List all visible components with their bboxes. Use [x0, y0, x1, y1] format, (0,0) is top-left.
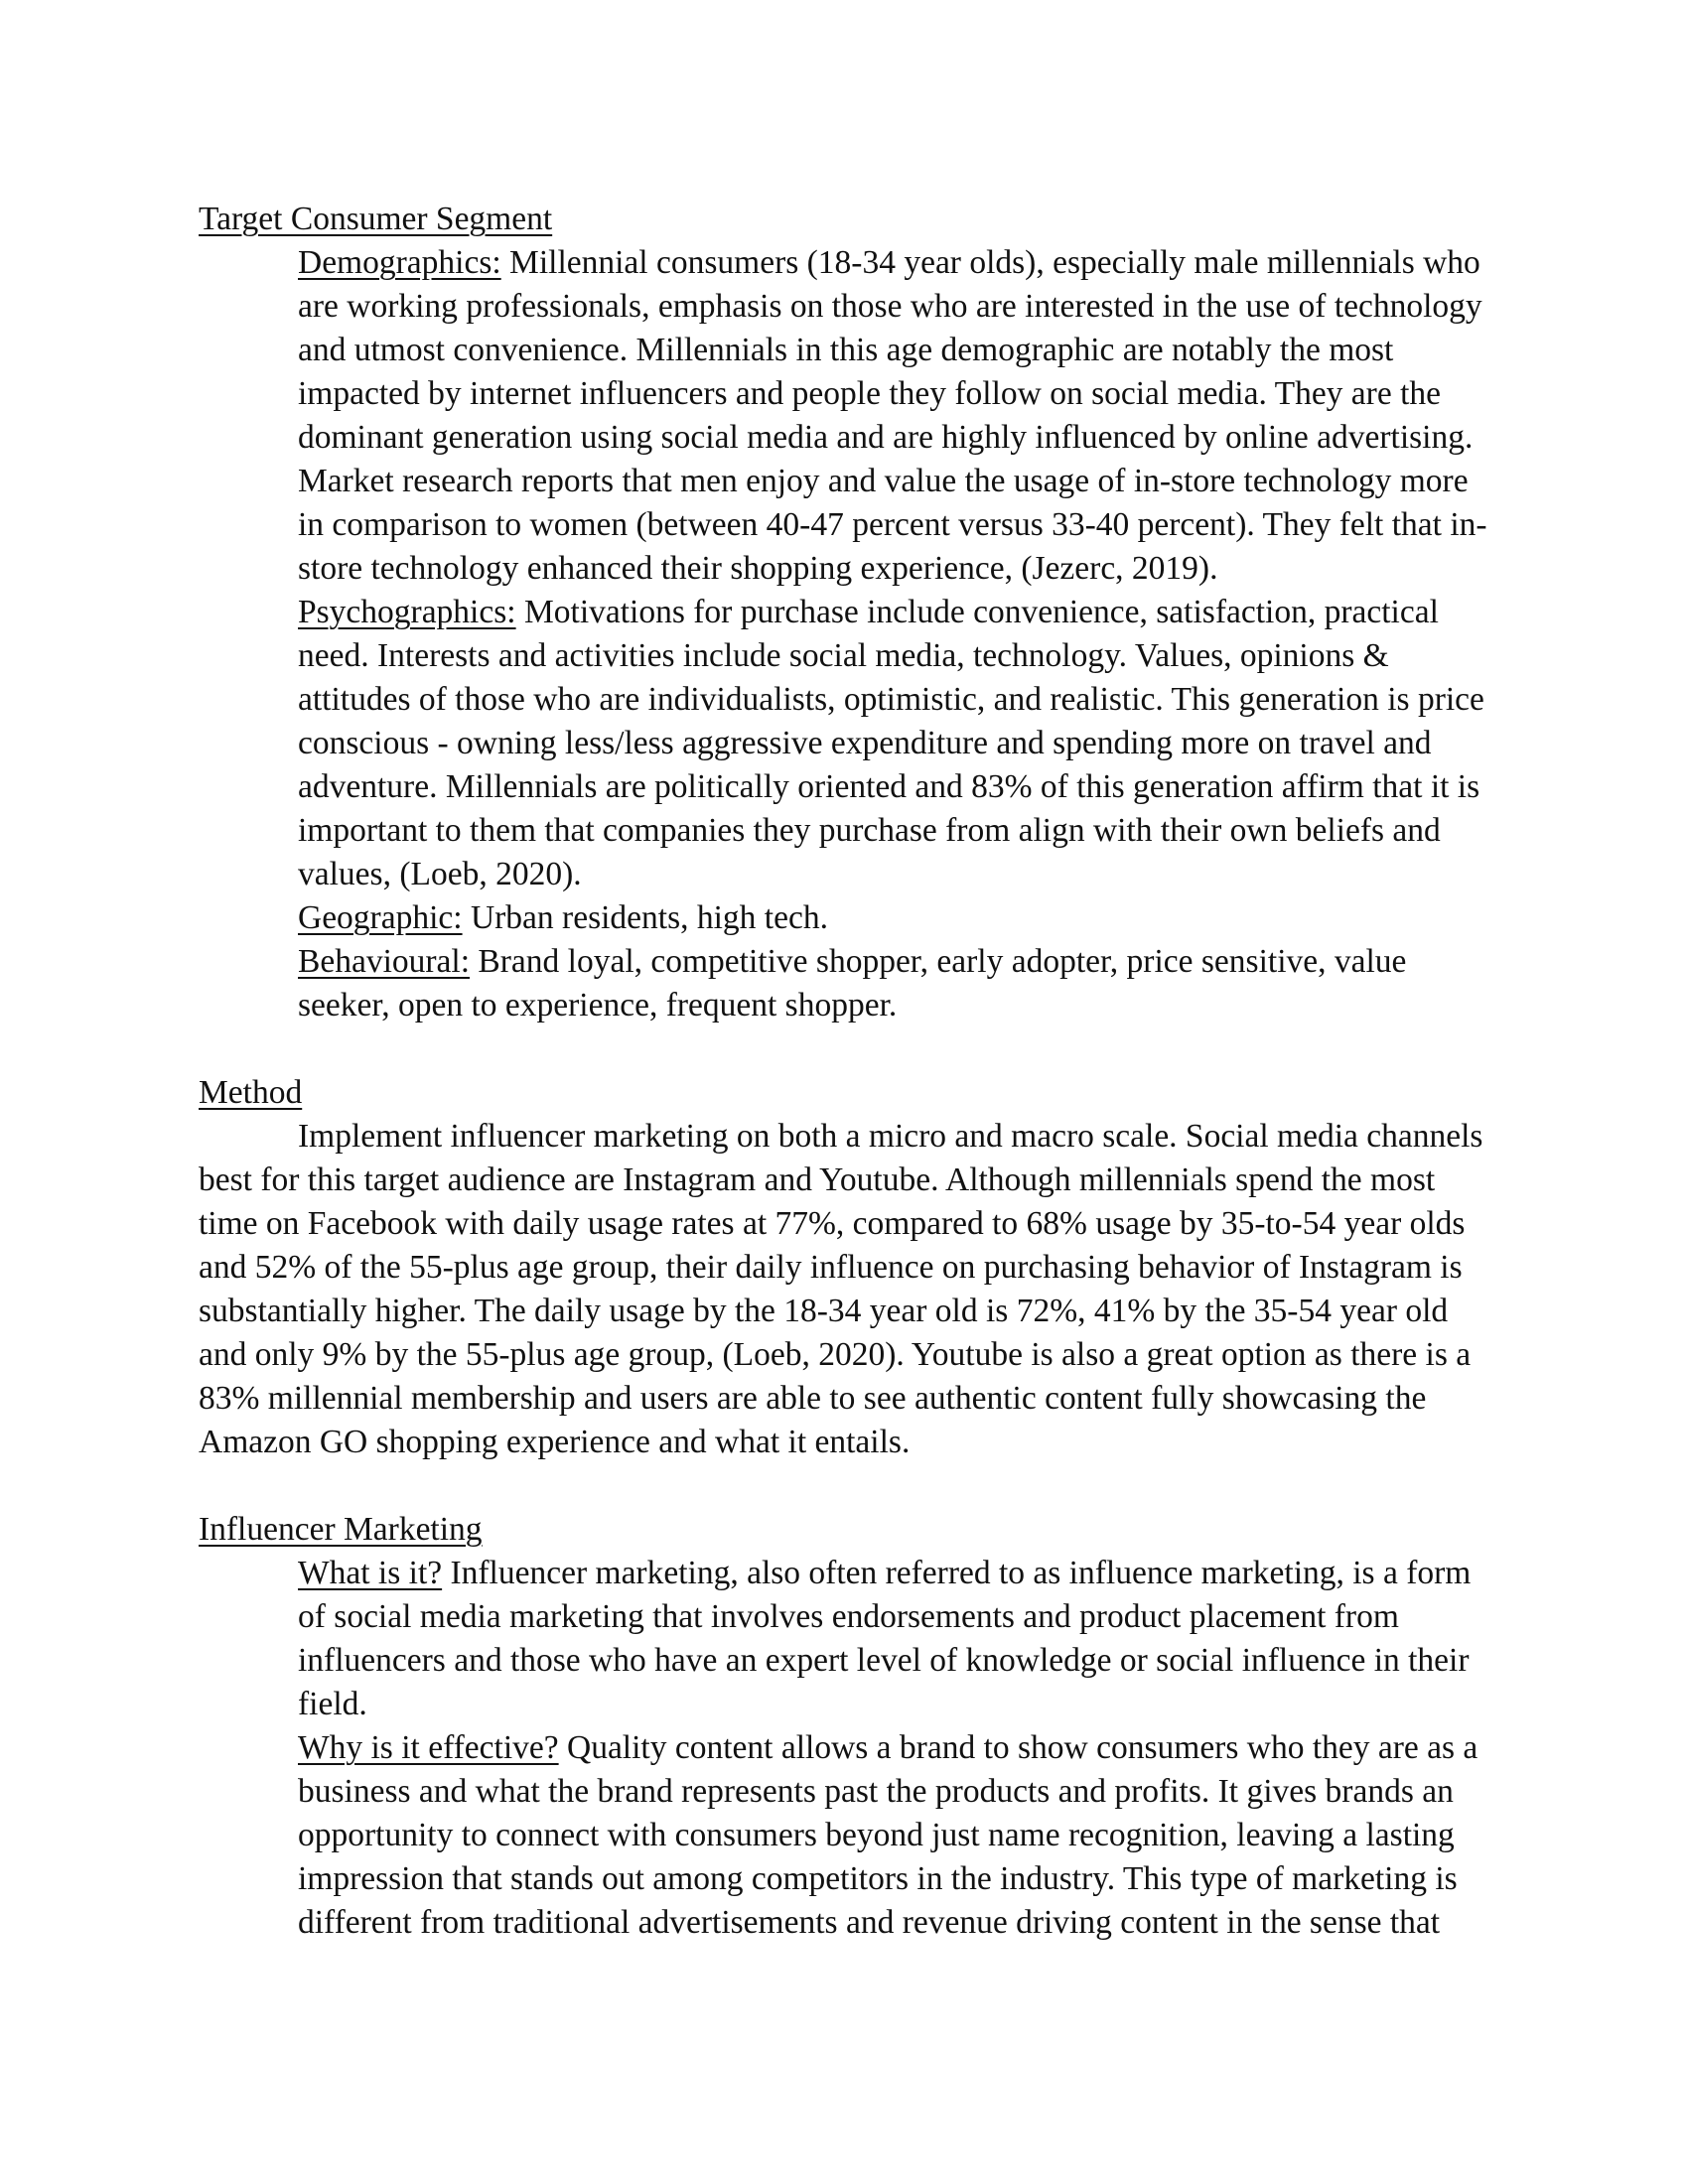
geographic-paragraph	[298, 896, 1489, 940]
section-spacer	[199, 1027, 1489, 1071]
what-is-it-text: Influencer marketing, also often referred to as influence marketing, is a form of social media marketing that involves endorsements and product placement from influencers and those who have an expert level of knowledge or social influence in their field.	[298, 1555, 1472, 1722]
psychographics-label: Psychographics:	[298, 594, 516, 630]
influencer-marketing-heading: Influencer Marketing	[199, 1511, 483, 1548]
psychographics-paragraph	[298, 591, 1489, 896]
method-heading: Method	[199, 1074, 303, 1111]
what-is-it-label: What is it?	[298, 1555, 443, 1591]
target-consumer-segment-block	[298, 241, 1489, 1027]
target-consumer-segment-heading: Target Consumer Segment	[199, 201, 553, 237]
what-is-it-paragraph	[298, 1552, 1489, 1726]
why-effective-label: Why is it effective?	[298, 1729, 559, 1766]
psychographics-text: Motivations for purchase include convenience, satisfaction, practical need. Interests and activities include social media, technology. Values, opinions & attitudes of those who are individualists, optimistic, and realistic. This generation is price conscious - owning less/less aggressive expenditure and spending more on travel and adventure. Millennials are politically oriented and 83% of this generation affirm that it is important to them that companies they purchase from align with their own beliefs and values, (Loeb, 2020).	[298, 594, 1484, 892]
demographics-paragraph	[298, 241, 1489, 591]
demographics-text: Millennial consumers (18-34 year olds), especially male millennials who are working professionals, emphasis on those who are interested in the use of technology and utmost convenience. Millennials in this age demographic are notably the most impacted by internet influencers and people they follow on social media. They are the dominant generation using social media and are highly influenced by online advertising. Market research reports that men enjoy and value the usage of in-store technology more in comparison to women (between 40-47 percent versus 33-40 percent). They felt that in-store technology enhanced their shopping experience, (Jezerc, 2019).	[298, 244, 1487, 587]
behavioural-text: Brand loyal, competitive shopper, early adopter, price sensitive, value seeker, open to experience, frequent shopper.	[298, 943, 1407, 1024]
why-effective-text: Quality content allows a brand to show consumers who they are as a business and what the brand represents past the products and profits. It gives brands an opportunity to connect with consumers beyond just name recognition, leaving a lasting impression that stands out among competitors in the industry. This type of marketing is different from traditional advertisements and revenue driving content in the sense that	[298, 1729, 1478, 1941]
document-body	[199, 198, 1489, 1945]
geographic-label: Geographic:	[298, 899, 463, 936]
section-spacer	[199, 1464, 1489, 1508]
method-paragraph: Implement influencer marketing on both a micro and macro scale. Social media channels best for this target audience are Instagram and Youtube. Although millennials spend the most time on Facebook with daily usage rates at 77%, compared to 68% usage by 35-to-54 year olds and 52% of the 55-plus age group, their daily influence on purchasing behavior of Instagram is substantially higher. The daily usage by the 18-34 year old is 72%, 41% by the 35-54 year old and only 9% by the 55-plus age group, (Loeb, 2020). Youtube is also a great option as there is a 83% millennial membership and users are able to see authentic content fully showcasing the Amazon GO shopping experience and what it entails.	[199, 1118, 1483, 1460]
influencer-marketing-block	[298, 1552, 1489, 1945]
geographic-text: Urban residents, high tech.	[462, 899, 828, 936]
behavioural-label: Behavioural:	[298, 943, 471, 980]
behavioural-paragraph	[298, 940, 1489, 1027]
demographics-label: Demographics:	[298, 244, 501, 281]
why-effective-paragraph	[298, 1726, 1489, 1945]
